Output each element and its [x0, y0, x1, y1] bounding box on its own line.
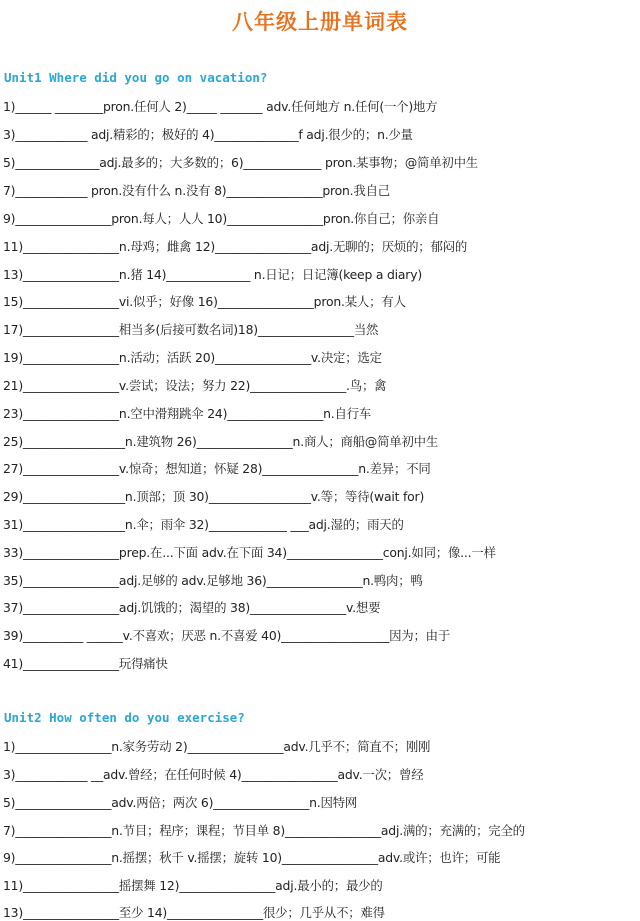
vocab-line: 19)________________n.活动；活跃 20)________________v.决定；选定: [3, 350, 382, 365]
vocab-line: 27)________________v.惊奇；想知道；怀疑 28)________________n.差异；不同: [3, 461, 431, 476]
vocab-line: 31)_________________n.伞；雨伞 32)_____________ ___adj.湿的；雨天的: [3, 517, 404, 532]
vocab-line: 17)________________相当多(后接可数名词)18)________________当然: [3, 322, 379, 337]
vocab-line: 3)____________ adj.精彩的；极好的 4)______________f adj.很少的；n.少量: [3, 127, 413, 142]
vocab-line: 5)________________adv.两倍；两次 6)________________n.因特网: [3, 795, 358, 810]
vocab-line: 13)________________至少 14)________________很少；几乎从不；难得: [3, 905, 385, 920]
vocab-line: 25)_________________n.建筑物 26)________________n.商人；商船@简单初中生: [3, 434, 439, 449]
vocab-line: 11)________________摇摆舞 12)________________adj.最小的；最少的: [3, 878, 383, 893]
vocab-line: 9)________________n.摇摆；秋千 v.摇摆；旋转 10)________________adv.或许；也许；可能: [3, 850, 501, 865]
vocab-line: 29)_________________n.顶部；顶 30)_________________v.等；等待(wait for): [3, 489, 425, 504]
vocab-line: 33)________________prep.在...下面 adv.在下面 34)________________conj.如同；像...一样: [3, 545, 496, 560]
vocab-line: 35)________________adj.足够的 adv.足够地 36)________________n.鸭肉；鸭: [3, 573, 423, 588]
unit-heading: Unit1 Where did you go on vacation?: [4, 70, 268, 85]
vocab-line: 21)________________v.尝试；设法；努力 22)________________.鸟；禽: [3, 378, 387, 393]
vocab-line: 9)________________pron.每人；人人 10)________________pron.你自己；你亲自: [3, 211, 440, 226]
vocab-line: 39)__________ ______v.不喜欢；厌恶 n.不喜爱 40)__________________因为；由于: [3, 628, 451, 643]
page-title: 八年级上册单词表: [232, 10, 408, 34]
vocab-line: 13)________________n.猪 14)______________ n.日记；日记簿(keep a diary): [3, 267, 422, 282]
vocab-line: 11)________________n.母鸡；雌禽 12)________________adj.无聊的；厌烦的；郁闷的: [3, 239, 468, 254]
vocab-line: 1)______ ________pron.任何人 2)_____ _______ adv.任何地方 n.任何(一个)地方: [3, 99, 438, 114]
vocab-line: 3)____________ __adv.曾经；在任何时候 4)________________adv.一次；曾经: [3, 767, 424, 782]
vocab-line: 7)____________ pron.没有什么 n.没有 8)________________pron.我自己: [3, 183, 390, 198]
vocab-line: 5)______________adj.最多的；大多数的；6)_____________ pron.某事物；@简单初中生: [3, 155, 478, 170]
vocab-line: 7)________________n.节目；程序；课程；节目单 8)________________adj.满的；充满的；完全的: [3, 823, 525, 838]
vocab-line: 37)________________adj.饥饿的；渴望的 38)________________v.想要: [3, 600, 381, 615]
vocab-line: 1)________________n.家务劳动 2)________________adv.几乎不；简直不；刚刚: [3, 739, 431, 754]
vocab-line: 41)________________玩得痛快: [3, 656, 168, 671]
vocab-line: 23)________________n.空中滑翔跳伞 24)________________n.自行车: [3, 406, 372, 421]
unit-heading: Unit2 How often do you exercise?: [4, 710, 245, 725]
vocab-line: 15)________________vi.似乎；好像 16)________________pron.某人；有人: [3, 294, 406, 309]
